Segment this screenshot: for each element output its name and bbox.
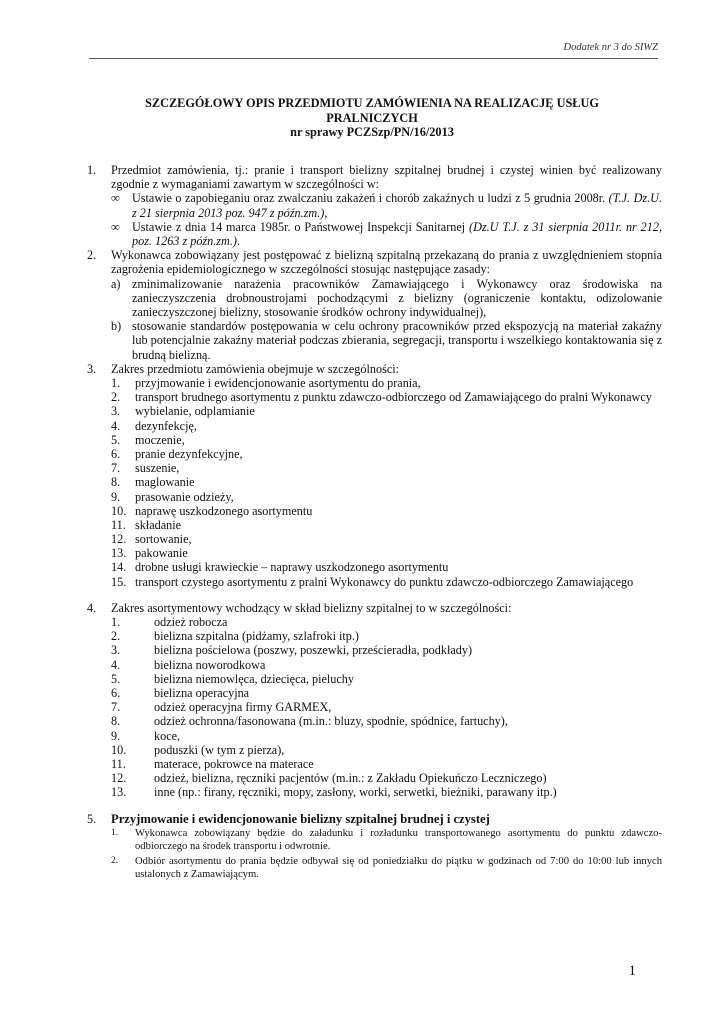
item-number: 2. <box>111 629 121 644</box>
list-item <box>111 827 662 854</box>
list-item <box>111 277 662 320</box>
item-text: odzież ochronna/fasonowana (m.in.: bluzy, spodnie, spódnice, fartuchy), <box>154 714 508 729</box>
item-text: sortowanie, <box>135 532 192 547</box>
item-text: bielizna szpitalna (pidżamy, szlafroki itp.) <box>154 629 359 644</box>
infinity-bullet-icon: ∞ <box>111 191 120 206</box>
item-number: 1. <box>111 376 121 391</box>
item-punct: . <box>236 234 241 249</box>
section-number: 2. <box>87 248 97 263</box>
item-number: 14. <box>111 560 127 575</box>
item-text: składanie <box>135 517 182 532</box>
section-text: Wykonawca zobowiązany jest postępować z bielizną szpitalną przekazaną do prania z uwzględnieniem stopnia zagrożenia epidemiologicznego w szczególności stosując następujące zasady: <box>111 248 662 277</box>
item-number: 2. <box>111 390 121 405</box>
list-item <box>111 433 662 447</box>
item-number: 9. <box>111 489 121 504</box>
item-text: stosowanie standardów postępowania w celu ochrony pracowników przed ekspozycją na materiał zakaźny lub potencjalnie zakaźny materiał podczas zbierania, segregacji, transportu i wszelkiego kontaktowania się z brudną bielizną. <box>132 319 662 362</box>
item-number: 13. <box>111 546 127 561</box>
list-item <box>111 461 662 475</box>
list-item <box>111 532 662 546</box>
list-item <box>111 643 662 657</box>
list-item <box>111 419 662 433</box>
item-punct: , <box>324 205 328 220</box>
list-item <box>111 771 662 785</box>
item-text: odzież robocza <box>154 615 228 630</box>
item-text: naprawę uszkodzonego asortymentu <box>135 503 313 518</box>
item-number: 8. <box>111 475 121 490</box>
item-number: 11. <box>111 517 126 532</box>
receiving-list <box>111 827 662 882</box>
list-item <box>111 546 662 560</box>
list-item <box>111 785 662 799</box>
list-item <box>111 575 662 589</box>
item-number: 1. <box>111 615 121 630</box>
item-text: materace, pokrowce na materace <box>154 756 314 771</box>
section-3 <box>87 362 662 589</box>
list-item <box>111 390 662 404</box>
list-item <box>111 475 662 489</box>
item-text: Ustawie z dnia 14 marca 1985r. o Państwowej Inspekcji Sanitarnej <box>132 219 470 234</box>
header-rule <box>89 58 658 59</box>
item-number: 3. <box>111 643 121 658</box>
item-citation: (T.J. Dz.U. z 21 sierpnia 2013 poz. 947 z późn.zm.) <box>132 191 663 220</box>
section-5 <box>87 812 662 882</box>
list-item <box>111 700 662 714</box>
item-text: Ustawie o zapobieganiu oraz zwalczaniu zakażeń i chorób zakaźnych u ludzi z 5 grudnia 2008r. <box>132 191 609 206</box>
item-number: 4. <box>111 657 121 672</box>
item-number: 4. <box>111 418 121 433</box>
item-number: 12. <box>111 771 127 786</box>
header-note: Dodatek nr 3 do SIWZ <box>563 42 658 53</box>
item-text: maglowanie <box>135 475 195 490</box>
item-text: przyjmowanie i ewidencjonowanie asortymentu do prania, <box>135 376 421 391</box>
item-text: Wykonawca zobowiązany będzie do załadunku i rozładunku transportowanego asortymentu do punktu zdawczo-odbiorczego na środek transportu i odwrotnie. <box>135 827 662 853</box>
item-text: odzież operacyjna firmy GARMEX, <box>154 700 332 715</box>
section-text: Przedmiot zamówienia, tj.: pranie i transport bielizny szpitalnej brudnej i czystej winien być realizowany zgodnie z wymaganiami zawartym w szczególności w: <box>111 163 662 192</box>
item-marker: b) <box>111 319 122 334</box>
page-number: 1 <box>628 963 636 979</box>
item-text: dezynfekcję, <box>135 418 197 433</box>
list-item <box>111 319 662 362</box>
item-number: 12. <box>111 532 127 547</box>
item-number: 10. <box>111 742 127 757</box>
item-text: bielizna pościelowa (poszwy, poszewki, prześcieradła, podkłady) <box>154 643 472 658</box>
item-text: odzież, bielizna, ręczniki pacjentów (m.in.: z Zakładu Opiekuńczo Leczniczego) <box>154 771 547 786</box>
list-item <box>111 757 662 771</box>
item-text: transport brudnego asortymentu z punktu zdawczo-odbiorczego od Zamawiającego do pralni Wykonawcy <box>135 390 652 405</box>
list-item <box>111 404 662 418</box>
section-number: 5. <box>87 811 97 826</box>
document-title <box>100 96 644 140</box>
item-text: Odbiór asortymentu do prania będzie odbywał się od poniedziałku do piątku w godzinach od 7:00 do 10:00 lub innych ustalonych z Zamawiającym. <box>135 855 662 880</box>
document-body <box>87 163 662 881</box>
item-text: poduszki (w tym z pierza), <box>154 742 285 757</box>
list-item <box>111 220 662 248</box>
section-text: Zakres asortymentowy wchodzący w skład bielizny szpitalnej to w szczególności: <box>111 600 512 615</box>
item-citation: (Dz.U T.J. z 31 sierpnia 2011r. nr 212, poz. 1263 z późn.zm.) <box>132 219 663 249</box>
item-number: 7. <box>111 461 121 476</box>
list-item <box>111 191 662 219</box>
title-line-2: PRALNICZYCH <box>326 110 418 125</box>
item-text: bielizna noworodkowa <box>154 657 266 672</box>
item-number: 2. <box>111 855 119 866</box>
list-item <box>111 447 662 461</box>
item-text: inne (np.: firany, ręczniki, mopy, zasłony, worki, serwetki, bieżniki, parawany itp.) <box>154 785 557 800</box>
item-marker: a) <box>111 276 121 291</box>
section-1 <box>87 163 662 248</box>
list-item <box>111 376 662 390</box>
item-number: 7. <box>111 700 121 715</box>
item-text: zminimalizowanie narażenia pracowników Zamawiającego i Wykonawcy oraz środowiska na zanieczyszczenia drobnoustrojami pochodzącymi z bielizny (ograniczenie kontaktu, odizolowanie zanieczyszczonej bielizny, stosowanie środków ochrony indywidualnej), <box>132 276 662 320</box>
list-item <box>111 714 662 728</box>
list-item <box>111 504 662 518</box>
item-text: bielizna operacyjna <box>154 686 250 700</box>
item-number: 15. <box>111 574 127 589</box>
item-text: koce, <box>154 728 181 743</box>
list-item <box>111 743 662 757</box>
section-4 <box>87 601 662 800</box>
item-number: 13. <box>111 785 127 800</box>
item-number: 5. <box>111 671 121 686</box>
item-text: bielizna niemowlęca, dziecięca, pieluchy <box>154 671 354 686</box>
assortment-list <box>111 615 662 799</box>
item-text: prasowanie odzieży, <box>135 489 234 504</box>
item-number: 5. <box>111 432 121 447</box>
section-text: Zakres przedmiotu zamówienia obejmuje w szczególności: <box>111 361 399 376</box>
item-text: wybielanie, odplamianie <box>135 404 255 419</box>
item-number: 6. <box>111 446 121 461</box>
list-item <box>111 855 662 882</box>
item-number: 6. <box>111 686 121 700</box>
section-heading: Przyjmowanie i ewidencjonowanie bielizny szpitalnej brudnej i czystej <box>111 811 490 826</box>
list-item <box>111 629 662 643</box>
section-2 <box>87 248 662 362</box>
item-text: pranie dezynfekcyjne, <box>135 446 243 461</box>
scope-list <box>111 376 662 589</box>
list-item <box>111 490 662 504</box>
section-number: 4. <box>87 600 97 615</box>
list-item <box>111 560 662 574</box>
list-item <box>111 615 662 629</box>
item-number: 3. <box>111 404 121 419</box>
item-text: moczenie, <box>135 432 185 447</box>
item-text: drobne usługi krawieckie – naprawy uszkodzonego asortymentu <box>135 560 449 575</box>
item-number: 11. <box>111 756 126 771</box>
list-item <box>111 686 662 700</box>
item-text: transport czystego asortymentu z pralni Wykonawcy do punktu zdawczo-odbiorczego Zamawiającego <box>135 574 634 589</box>
list-item <box>111 729 662 743</box>
item-number: 1. <box>111 827 119 838</box>
item-text: suszenie, <box>135 461 180 476</box>
title-line-3: nr sprawy PCZSzp/PN/16/2013 <box>290 125 454 139</box>
list-item <box>111 672 662 686</box>
infinity-bullet-icon: ∞ <box>111 219 120 234</box>
title-line-1: SZCZEGÓŁOWY OPIS PRZEDMIOTU ZAMÓWIENIA NA REALIZACJĘ USŁUG <box>145 96 599 110</box>
list-item <box>111 658 662 672</box>
section-number: 1. <box>87 163 97 177</box>
item-number: 9. <box>111 728 121 743</box>
section-number: 3. <box>87 361 97 376</box>
item-number: 8. <box>111 714 121 729</box>
list-item <box>111 518 662 532</box>
item-number: 10. <box>111 503 127 518</box>
item-text: pakowanie <box>135 546 188 561</box>
